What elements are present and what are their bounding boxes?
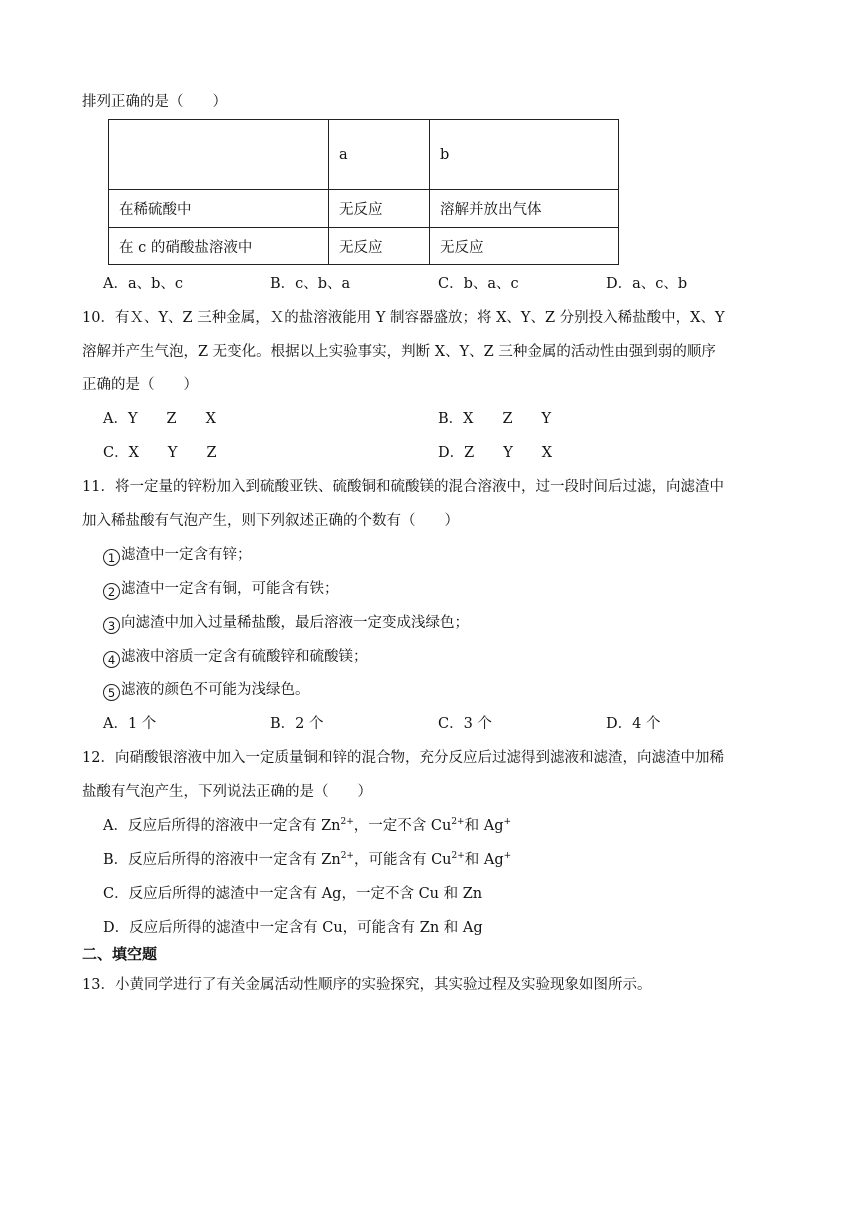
q9-option-a[interactable]: A．a、b、c <box>103 276 184 292</box>
charge-superscript: 2+ <box>451 817 465 827</box>
q10-option-c[interactable]: C．X Y Z <box>103 445 217 461</box>
table-cell: a <box>329 120 430 190</box>
q9-option-b[interactable]: B．c、b、a <box>270 276 351 292</box>
q11-statement-1 <box>103 545 252 566</box>
charge-superscript: 2+ <box>340 851 354 861</box>
q12-option-b[interactable] <box>103 850 511 870</box>
q12-stem-line-2: 盐酸有气泡产生，下列说法正确的是（ ） <box>82 784 372 800</box>
statement-text: 滤渣中一定含有铜，可能含有铁； <box>121 581 339 597</box>
q12-stem-line-1: 12．向硝酸银溶液中加入一定质量铜和锌的混合物，充分反应后过滤得到滤液和滤渣，向滤渣中加稀 <box>82 750 724 766</box>
q11-option-a[interactable]: A．1 个 <box>103 716 157 732</box>
charge-superscript: + <box>503 851 512 861</box>
option-text: A．反应后所得的溶液中一定含有 Zn <box>103 818 341 834</box>
q11-statement-3 <box>103 613 469 634</box>
q10-option-a[interactable]: A．Y Z X <box>103 411 216 427</box>
table-row <box>109 120 619 190</box>
table-row <box>109 190 619 228</box>
charge-superscript: 2+ <box>451 851 465 861</box>
statement-text: 滤渣中一定含有锌； <box>121 547 252 563</box>
q12-option-c[interactable]: C．反应后所得的滤渣中一定含有 Ag，一定不含 Cu 和 Zn <box>103 886 483 902</box>
table-cell: 无反应 <box>329 190 430 228</box>
table-cell: 溶解并放出气体 <box>430 190 619 228</box>
q11-statement-4 <box>103 647 368 668</box>
q12-option-d[interactable]: D．反应后所得的滤渣中一定含有 Cu，可能含有 Zn 和 Ag <box>103 920 483 936</box>
table-cell: 无反应 <box>430 228 619 265</box>
q11-option-d[interactable]: D．4 个 <box>606 716 661 732</box>
q11-statement-2 <box>103 579 339 600</box>
q10-stem-line-1: 10．有Ｘ、Y、Z 三种金属，Ｘ的盐溶液能用 Y 制容器盛放；将 X、Y、Z 分别投入稀盐酸中，X、Y <box>82 310 725 326</box>
table-cell: 在稀硫酸中 <box>109 190 329 228</box>
option-text: 和 Ag <box>464 818 504 834</box>
q11-option-b[interactable]: B．2 个 <box>270 716 324 732</box>
option-text: ，可能含有 Cu <box>353 852 452 868</box>
statement-text: 滤液的颜色不可能为浅绿色。 <box>121 682 310 698</box>
table-cell: b <box>430 120 619 190</box>
q11-statement-5 <box>103 680 310 701</box>
charge-superscript: + <box>503 817 512 827</box>
option-text: 和 Ag <box>464 852 504 868</box>
q13-stem-line-1: 13．小黄同学进行了有关金属活动性顺序的实验探究，其实验过程及实验现象如图所示。 <box>82 977 652 993</box>
section-heading: 二、填空题 <box>82 945 158 963</box>
q9-option-c[interactable]: C．b、a、c <box>438 276 519 292</box>
q11-stem-line-2: 加入稀盐酸有气泡产生，则下列叙述正确的个数有（ ） <box>82 513 459 529</box>
table-cell: 无反应 <box>329 228 430 265</box>
circled-number: 1 <box>103 549 120 566</box>
statement-text: 滤液中溶质一定含有硫酸锌和硫酸镁； <box>121 649 368 665</box>
option-text: B．反应后所得的溶液中一定含有 Zn <box>103 852 341 868</box>
charge-superscript: 2+ <box>340 817 354 827</box>
q10-stem-line-3: 正确的是（ ） <box>82 377 198 393</box>
q11-option-c[interactable]: C．3 个 <box>438 716 492 732</box>
circled-number: 4 <box>103 651 120 668</box>
circled-number: 5 <box>103 684 120 701</box>
q9-stem-tail: 排列正确的是（ ） <box>82 94 227 110</box>
option-text: ，一定不含 Cu <box>353 818 452 834</box>
table-row <box>109 228 619 265</box>
statement-text: 向滤渣中加入过量稀盐酸，最后溶液一定变成浅绿色； <box>121 615 469 631</box>
circled-number: 2 <box>103 583 120 600</box>
q11-stem-line-1: 11．将一定量的锌粉加入到硫酸亚铁、硫酸铜和硫酸镁的混合溶液中，过一段时间后过滤，向滤渣中 <box>82 479 724 495</box>
q12-option-a[interactable] <box>103 816 511 836</box>
q10-stem-line-2: 溶解并产生气泡，Z 无变化。根据以上实验事实，判断 X、Y、Z 三种金属的活动性由强到弱的顺序 <box>82 344 716 360</box>
q10-option-d[interactable]: D．Z Y X <box>438 445 553 461</box>
q10-option-b[interactable]: B．X Z Y <box>438 411 552 427</box>
circled-number: 3 <box>103 617 120 634</box>
q9-option-d[interactable]: D．a、c、b <box>606 276 688 292</box>
table-cell <box>109 120 329 190</box>
q9-table <box>108 119 619 265</box>
table-cell: 在 c 的硝酸盐溶液中 <box>109 228 329 265</box>
